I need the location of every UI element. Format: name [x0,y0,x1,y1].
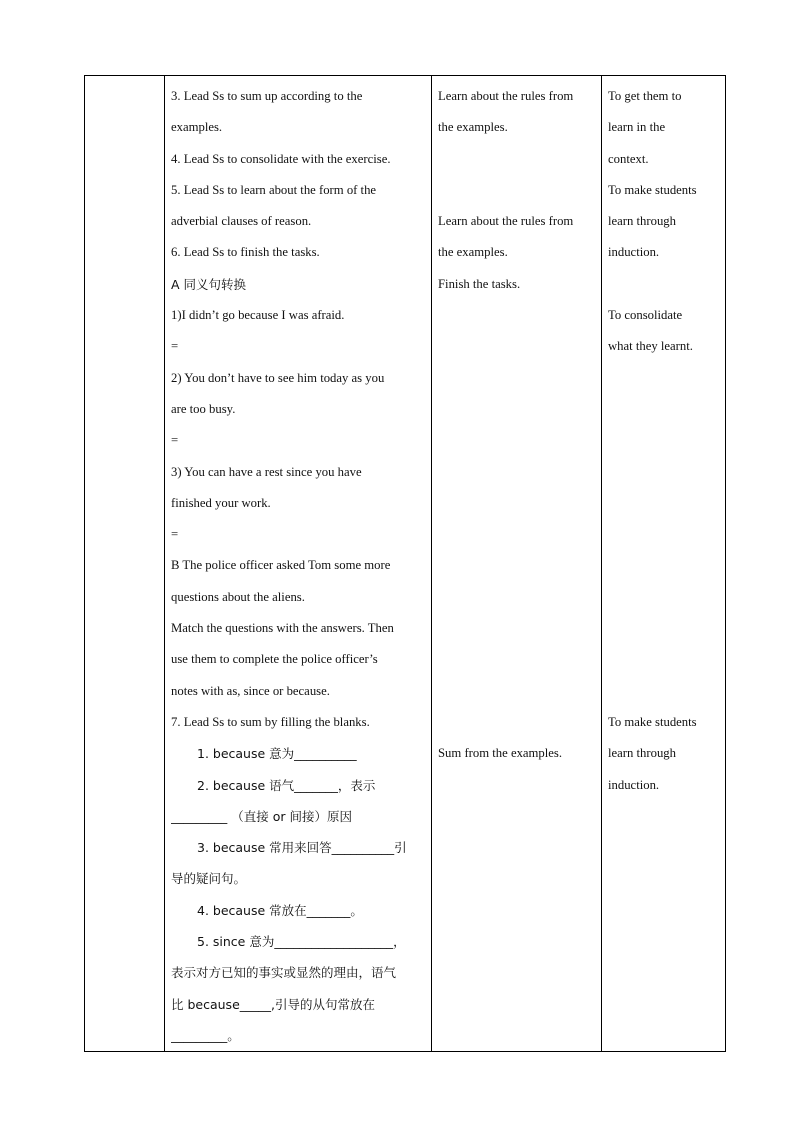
purpose-line: what they learnt. [608,339,693,354]
student-activity-line [438,707,601,738]
purpose-line: To get them to [608,89,682,103]
purpose-line [608,550,725,581]
student-activity-line [438,144,601,175]
purpose-line [608,363,725,394]
teacher-activity-line: finished your work. [171,495,271,510]
purpose-line [608,644,725,675]
student-activity-line: Learn about the rules from [438,89,574,103]
student-activity-lines [432,76,601,770]
teacher-activity-line: 比 because_____,引导的从句常放在 [171,996,375,1012]
teacher-activity-line: = [171,527,179,542]
teacher-activity-line: _________。 [171,1027,240,1043]
student-activity-line [438,582,601,613]
teacher-activity-line: notes with as, since or because. [171,683,330,698]
teacher-activity-line: A 同义句转换 [171,276,247,292]
purpose-line [608,488,725,519]
purpose-line: induction. [608,245,660,260]
purpose-line [608,582,725,613]
teacher-activity-line: B The police officer asked Tom some more [171,558,391,573]
lesson-plan-table [84,75,726,1052]
teacher-activity-line: adverbial clauses of reason. [171,214,312,229]
student-activity-line [438,457,601,488]
teacher-activity-line: 7. Lead Ss to sum by filling the blanks. [171,714,370,729]
purpose-line [608,394,725,425]
student-activity-line [438,300,601,331]
purpose-cell [602,76,726,1052]
teacher-activity-line: 2) You don’t have to see him today as you [171,370,385,385]
purpose-line [608,457,725,488]
purpose-line [608,425,725,456]
teacher-activity-line: use them to complete the police officer’s [171,652,378,667]
student-activity-line [438,613,601,644]
student-activity-line [438,363,601,394]
teacher-activity-line: 3) You can have a rest since you have [171,464,362,479]
teacher-activity-line: are too busy. [171,401,236,416]
teacher-activity-line: 3. Lead Ss to sum up according to the [171,89,363,103]
teacher-activity-line: _________ （直接 or 间接）原因 [171,808,352,824]
purpose-line: To consolidate [608,308,683,323]
teacher-activity-cell [165,76,432,1052]
student-activity-line: Finish the tasks. [438,276,521,291]
teacher-activity-line: questions about the aliens. [171,589,305,604]
purpose-line [608,613,725,644]
student-activity-line [438,175,601,206]
student-activity-line [438,394,601,425]
teacher-activity-line: examples. [171,120,223,135]
purpose-lines [602,76,725,801]
student-activity-line [438,519,601,550]
teacher-activity-line: 6. Lead Ss to finish the tasks. [171,245,320,260]
purpose-line [608,269,725,300]
student-activity-line [438,425,601,456]
purpose-line [608,676,725,707]
student-activity-line: the examples. [438,245,508,260]
teacher-activity-line: 1. because 意为__________ [197,746,357,762]
teacher-activity-lines [165,76,431,1051]
teacher-activity-line: 3. because 常用来回答__________引 [197,840,407,856]
student-activity-cell [432,76,602,1052]
purpose-line: learn through [608,214,676,229]
purpose-line: learn through [608,746,676,761]
purpose-line: learn in the [608,120,666,135]
student-activity-line [438,331,601,362]
teacher-activity-line: 导的疑问句。 [171,871,247,887]
student-activity-line [438,644,601,675]
teacher-activity-line: 4. Lead Ss to consolidate with the exercise. [171,151,391,166]
teacher-activity-line: = [171,339,179,354]
teacher-activity-line: 5. since 意为___________________， [197,934,406,950]
teacher-activity-line: 4. because 常放在_______。 [197,902,363,918]
student-activity-line [438,488,601,519]
student-activity-line: Sum from the examples. [438,746,563,761]
purpose-line: To make students [608,182,697,197]
student-activity-line: Learn about the rules from [438,214,574,229]
purpose-line: context. [608,151,649,166]
teacher-activity-line: 表示对方已知的事实或显然的理由，语气 [171,965,397,981]
teacher-activity-line: 1)I didn’t go because I was afraid. [171,308,345,323]
left-blank-cell [85,76,165,1052]
teacher-activity-line: Match the questions with the answers. Then [171,621,394,636]
student-activity-line [438,676,601,707]
teacher-activity-line: 2. because 语气_______，表示 [197,777,376,793]
purpose-line [608,519,725,550]
student-activity-line: the examples. [438,120,508,135]
student-activity-line [438,550,601,581]
table-row [85,76,726,1052]
teacher-activity-line: 5. Lead Ss to learn about the form of the [171,182,377,197]
teacher-activity-line: = [171,433,179,448]
purpose-line: induction. [608,777,660,792]
purpose-line: To make students [608,714,697,729]
